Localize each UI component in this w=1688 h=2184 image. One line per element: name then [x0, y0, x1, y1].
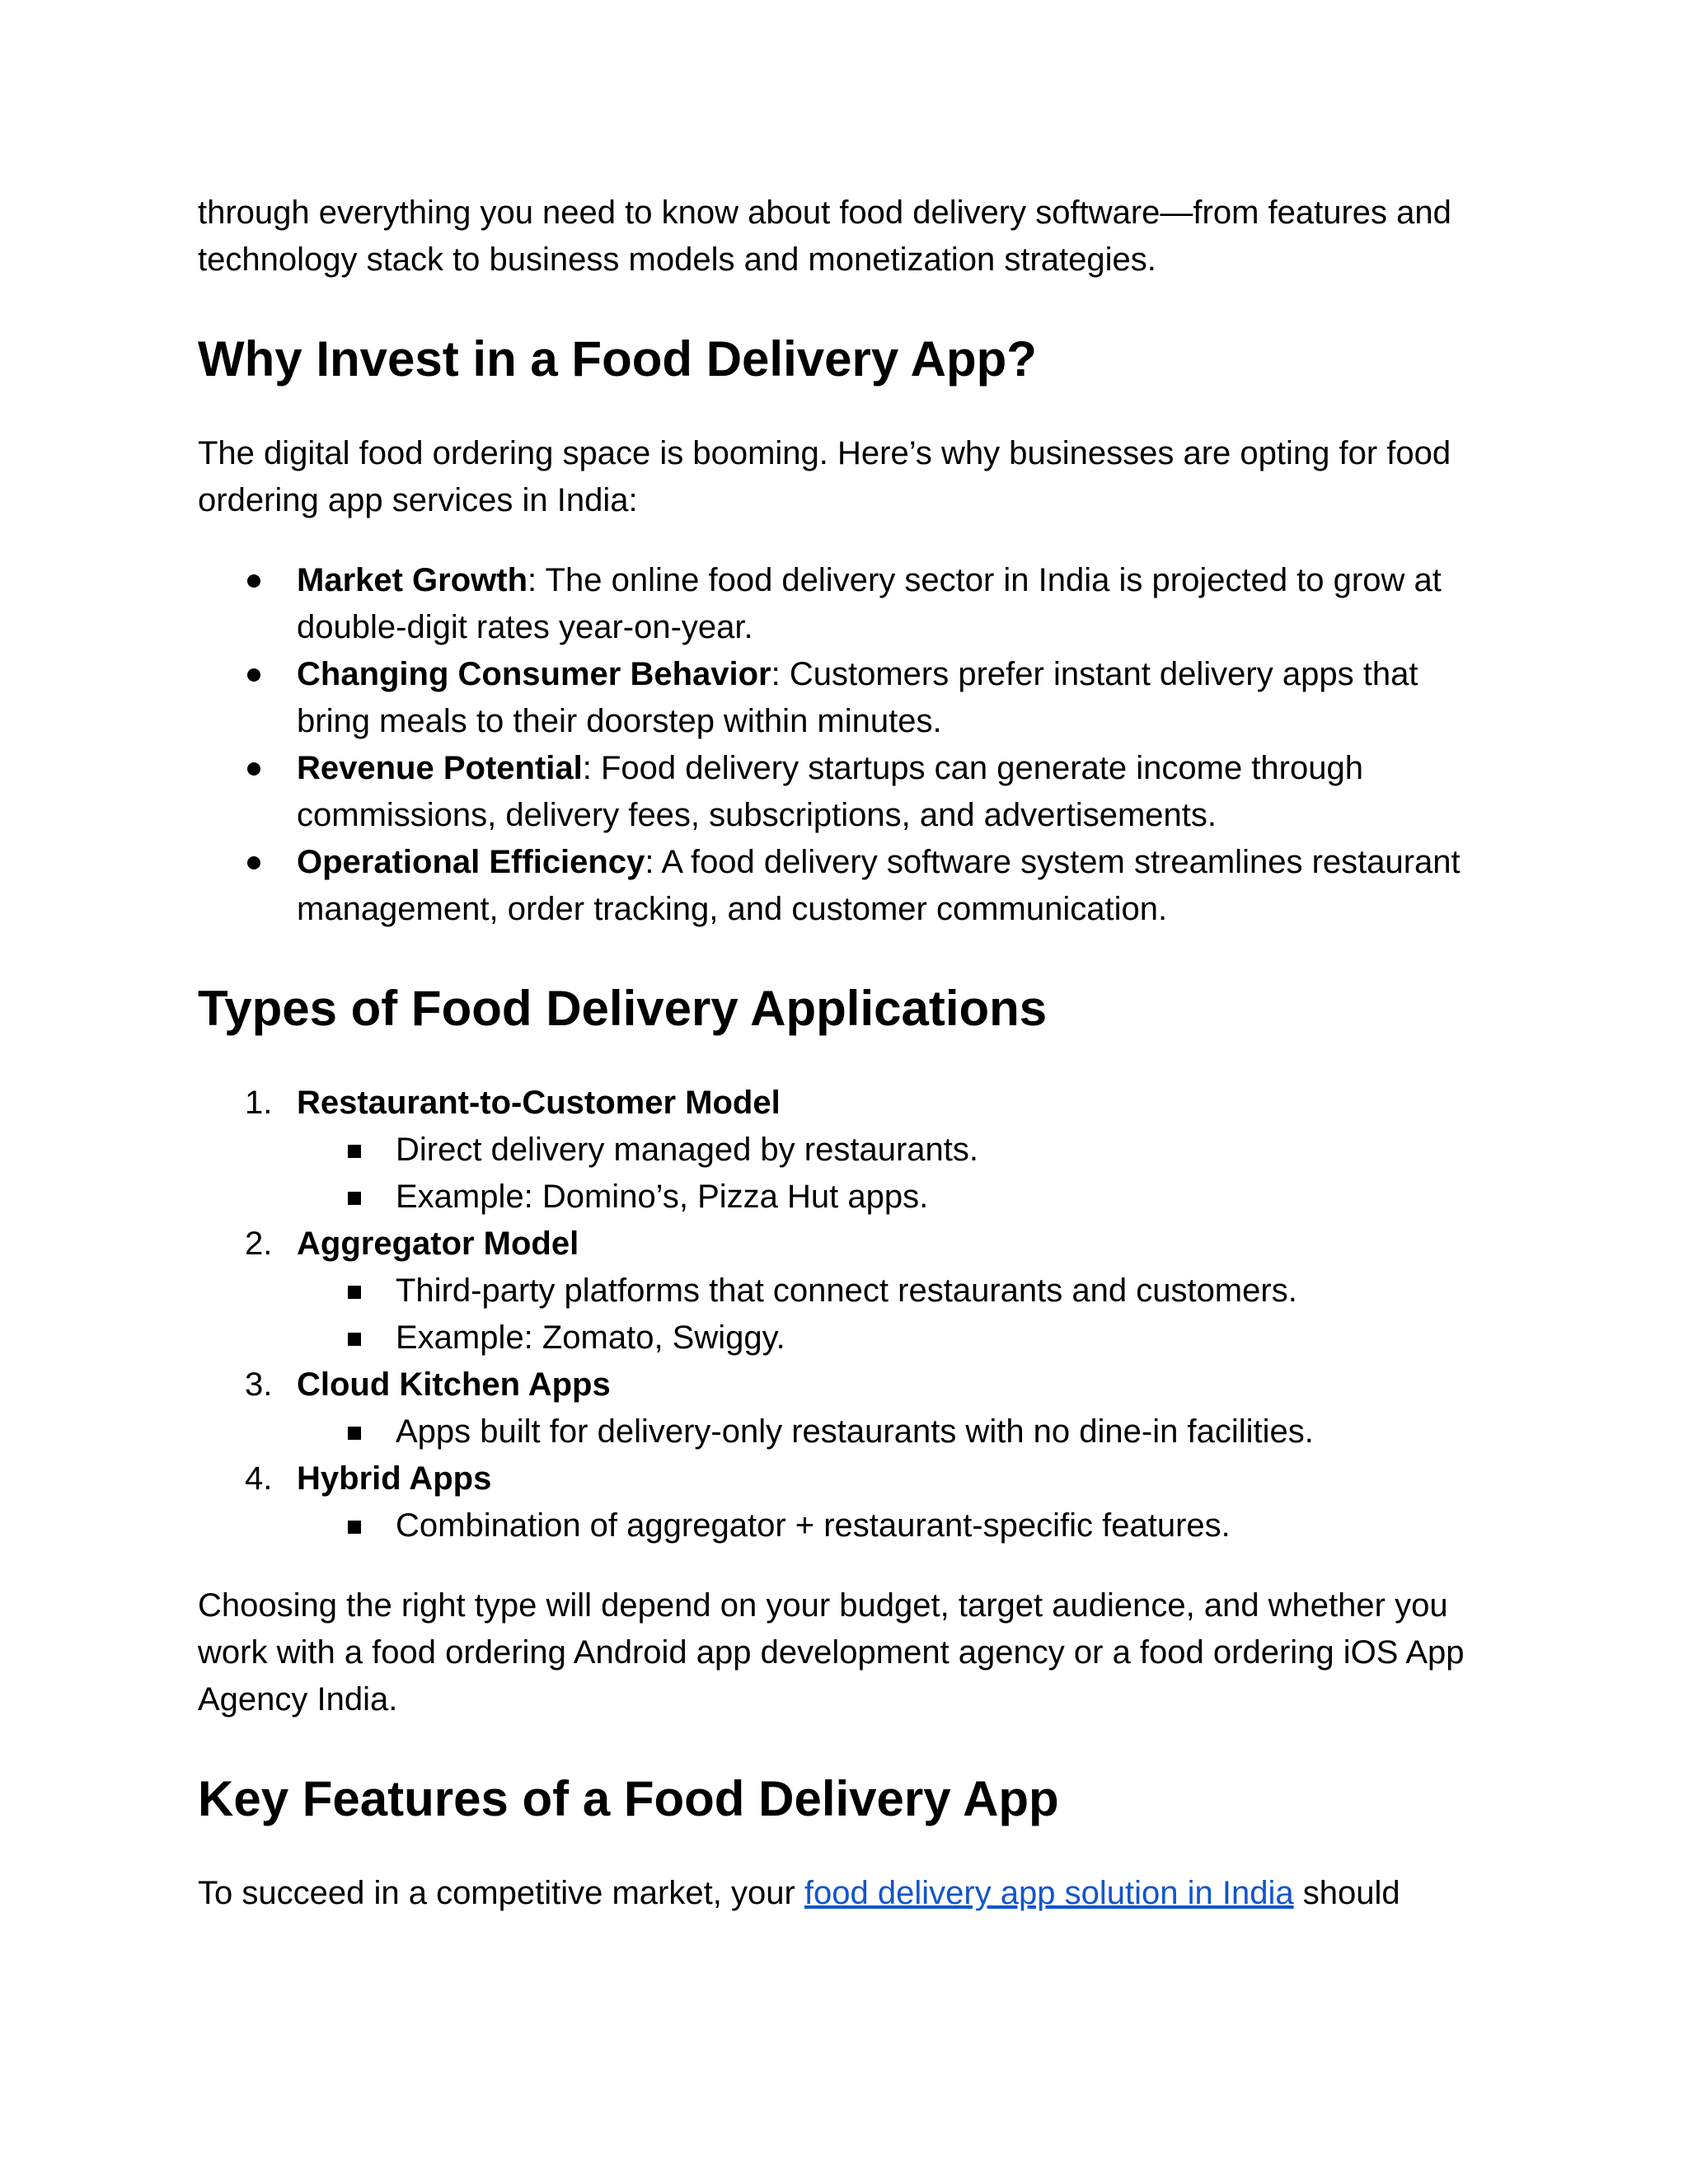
- type-title: Hybrid Apps: [297, 1460, 492, 1497]
- food-delivery-app-solution-link[interactable]: food delivery app solution in India: [804, 1875, 1294, 1911]
- document-page: [198, 190, 1500, 1917]
- list-item: [198, 1221, 1500, 1361]
- type-title: Aggregator Model: [297, 1226, 579, 1262]
- square-bullet-icon: [348, 1286, 361, 1299]
- list-number: 3.: [245, 1366, 273, 1403]
- sub-list: [297, 1502, 1500, 1549]
- sub-list-item: [297, 1268, 1500, 1315]
- bullet-text: : Food delivery startups can generate income through commissions, delivery fees, subscriptions, and advertisements.: [297, 750, 1363, 833]
- list-number: 1.: [245, 1085, 273, 1121]
- type-title: Cloud Kitchen Apps: [297, 1366, 611, 1403]
- bullet-term: Operational Efficiency: [297, 844, 645, 880]
- bullet-icon: [247, 668, 260, 682]
- bullet-text: : The online food delivery sector in India is projected to grow at double-digit rates year-on-year.: [297, 562, 1442, 645]
- list-item: [198, 745, 1500, 839]
- list-number: 2.: [245, 1226, 273, 1262]
- square-bullet-icon: [348, 1145, 361, 1158]
- sub-list-item: [297, 1174, 1500, 1221]
- bullet-icon: [247, 574, 260, 588]
- square-bullet-icon: [348, 1521, 361, 1534]
- heading-why-invest: Why Invest in a Food Delivery App?: [198, 331, 1037, 387]
- bullet-icon: [247, 762, 260, 776]
- sub-item-text: Combination of aggregator + restaurant-specific features.: [396, 1507, 1231, 1544]
- bullet-term: Changing Consumer Behavior: [297, 656, 771, 692]
- list-item: [198, 1361, 1500, 1455]
- list-item: [198, 557, 1500, 651]
- sub-list-item: [297, 1502, 1500, 1549]
- square-bullet-icon: [348, 1427, 361, 1440]
- sub-list: [297, 1127, 1500, 1221]
- features-lead-paragraph: [198, 1870, 1500, 1917]
- list-item: [198, 651, 1500, 745]
- bullet-term: Revenue Potential: [297, 750, 583, 786]
- heading-types: Types of Food Delivery Applications: [198, 981, 1048, 1036]
- sub-list: [297, 1268, 1500, 1361]
- sub-list-item: [297, 1315, 1500, 1361]
- sub-item-text: Example: Domino’s, Pizza Hut apps.: [396, 1179, 929, 1215]
- sub-item-text: Direct delivery managed by restaurants.: [396, 1132, 978, 1168]
- types-numbered-list: [198, 1080, 1500, 1549]
- bullet-term: Market Growth: [297, 562, 528, 598]
- sub-list: [297, 1408, 1500, 1455]
- square-bullet-icon: [348, 1192, 361, 1205]
- bullet-text: : A food delivery software system streamlines restaurant management, order tracking, and customer communication.: [297, 844, 1461, 927]
- heading-key-features: Key Features of a Food Delivery App: [198, 1771, 1059, 1826]
- features-lead-after: should: [1293, 1875, 1400, 1911]
- type-title: Restaurant-to-Customer Model: [297, 1085, 781, 1121]
- sub-item-text: Example: Zomato, Swiggy.: [396, 1319, 785, 1356]
- intro-paragraph: through everything you need to know about food delivery software—from features and technology stack to business models and monetization strategies.: [198, 194, 1451, 278]
- invest-lead-paragraph: The digital food ordering space is booming. Here’s why businesses are opting for food ordering app services in India:: [198, 435, 1451, 518]
- invest-bullet-list: [198, 557, 1500, 933]
- sub-list-item: [297, 1127, 1500, 1174]
- list-number: 4.: [245, 1460, 273, 1497]
- sub-list-item: [297, 1408, 1500, 1455]
- bullet-icon: [247, 856, 260, 869]
- sub-item-text: Apps built for delivery-only restaurants with no dine-in facilities.: [396, 1413, 1314, 1450]
- list-item: [198, 1455, 1500, 1549]
- features-lead-before: To succeed in a competitive market, your: [198, 1875, 804, 1911]
- square-bullet-icon: [348, 1333, 361, 1346]
- list-item: [198, 839, 1500, 933]
- choosing-paragraph: Choosing the right type will depend on your budget, target audience, and whether you work with a food ordering Android app development agency or a food ordering iOS App Agency India.: [198, 1587, 1465, 1718]
- sub-item-text: Third-party platforms that connect restaurants and customers.: [396, 1272, 1297, 1309]
- list-item: [198, 1080, 1500, 1221]
- bullet-text: : Customers prefer instant delivery apps that bring meals to their doorstep within minutes.: [297, 656, 1418, 739]
